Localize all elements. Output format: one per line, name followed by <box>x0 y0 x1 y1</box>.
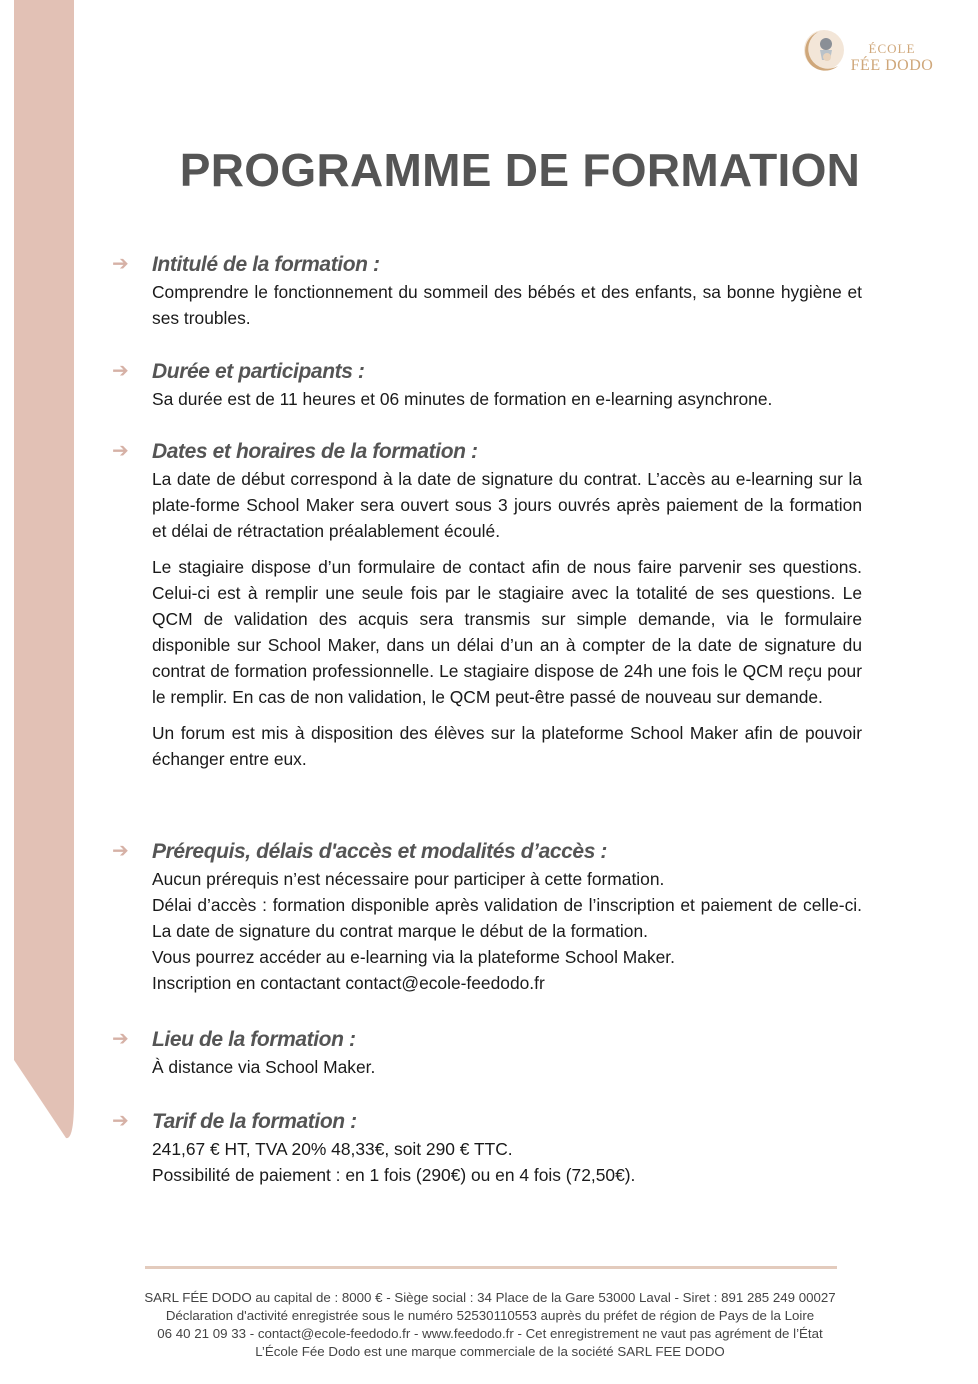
section-tarif <box>112 1108 862 1188</box>
paragraph: Sa durée est de 11 heures et 06 minutes de formation en e-learning asynchrone. <box>152 389 773 409</box>
logo-line-feedodo: FÉE DODO <box>850 57 934 74</box>
section-heading: Durée et participants : <box>152 360 365 383</box>
arrow-right-icon: ➔ <box>112 1110 129 1132</box>
paragraph: La date de début correspond à la date de signature du contrat. L’accès au e-learning sur la plate-forme School Maker sera ouvert sous 3 jours ouvrés après paiement de la formation et délai de rétractation préalablement écoulé. <box>152 469 862 541</box>
logo-wordmark <box>844 40 940 74</box>
text-line: Délai d’accès : formation disponible après validation de l’inscription et paiement de celle-ci. La date de signature du contrat marque le début de la formation. <box>152 895 862 941</box>
section-heading: Tarif de la formation : <box>152 1110 357 1133</box>
paragraph: Le stagiaire dispose d’un formulaire de contact afin de nous faire parvenir ses questions. Celui-ci est à remplir une seule fois par le stagiaire avec la totalité de ses questions. Le QCM de validation des acquis sera transmis sur simple demande, via le formulaire disponible sur School Maker, dans un délai d’un an à compter de la date de signature du contrat de formation professionnelle. Le stagiaire dispose de 24h une fois le QCM reçu pour le remplir. En cas de non validation, le QCM peut-être passé de nouveau sur demande. <box>152 557 862 707</box>
section-duree <box>112 358 862 412</box>
arrow-right-icon: ➔ <box>112 440 129 462</box>
arrow-right-icon: ➔ <box>112 253 129 275</box>
footer-line: 06 40 21 09 33 - contact@ecole-feedodo.fr - www.feedodo.fr - Cet enregistrement ne vaut pas agrément de l’État <box>157 1326 823 1341</box>
paragraph: Comprendre le fonctionnement du sommeil des bébés et des enfants, sa bonne hygiène et ses troubles. <box>152 282 862 328</box>
section-prerequis <box>112 838 862 996</box>
logo-line-ecole: ÉCOLE <box>868 41 916 56</box>
section-heading: Lieu de la formation : <box>152 1028 356 1051</box>
email-text-line: Inscription en contactant contact@ecole-feedodo.fr <box>152 973 545 993</box>
footer <box>60 1289 920 1361</box>
payment-line: Possibilité de paiement : en 1 fois (290€) ou en 4 fois (72,50€). <box>152 1165 636 1185</box>
section-dates <box>112 438 862 772</box>
footer-line: SARL FÉE DODO au capital de : 8000 € - Siège social : 34 Place de la Gare 53000 Laval - Siret : 891 285 249 00027 <box>144 1290 836 1305</box>
section-lieu <box>112 1026 862 1080</box>
section-body <box>152 866 862 996</box>
school-logo[interactable] <box>798 26 948 82</box>
footer-divider <box>145 1266 837 1269</box>
paragraph: Un forum est mis à disposition des élèves sur la plateforme School Maker afin de pouvoir échanger entre eux. <box>152 723 862 769</box>
footer-line: Déclaration d'activité enregistrée sous le numéro 52530110553 auprès du préfet de région de Pays de la Loire <box>165 1308 815 1323</box>
text-line: Aucun prérequis n’est nécessaire pour participer à cette formation. <box>152 869 665 889</box>
section-heading: Intitulé de la formation : <box>152 253 380 276</box>
text-line: Vous pourrez accéder au e-learning via la plateforme School Maker. <box>152 947 675 967</box>
section-heading: Prérequis, délais d'accès et modalités d’accès : <box>152 840 608 863</box>
feedodo-logo-icon <box>798 26 848 78</box>
side-ribbon-decoration <box>0 0 90 1150</box>
section-body <box>152 1054 862 1080</box>
text-line: À distance via School Maker. <box>152 1057 376 1077</box>
arrow-right-icon: ➔ <box>112 360 129 382</box>
page-title: PROGRAMME DE FORMATION <box>179 144 861 196</box>
section-intitule <box>112 251 862 331</box>
section-heading: Dates et horaires de la formation : <box>152 440 478 463</box>
arrow-right-icon: ➔ <box>112 1028 129 1050</box>
section-body <box>152 279 862 331</box>
price-line: 241,67 € HT, TVA 20% 48,33€, soit 290 € TTC. <box>152 1139 513 1159</box>
arrow-right-icon: ➔ <box>112 840 129 862</box>
section-body <box>152 386 862 412</box>
footer-line: L’École Fée Dodo est une marque commerciale de la société SARL FEE DODO <box>255 1344 725 1359</box>
section-body <box>152 1136 862 1188</box>
section-body <box>152 466 862 772</box>
